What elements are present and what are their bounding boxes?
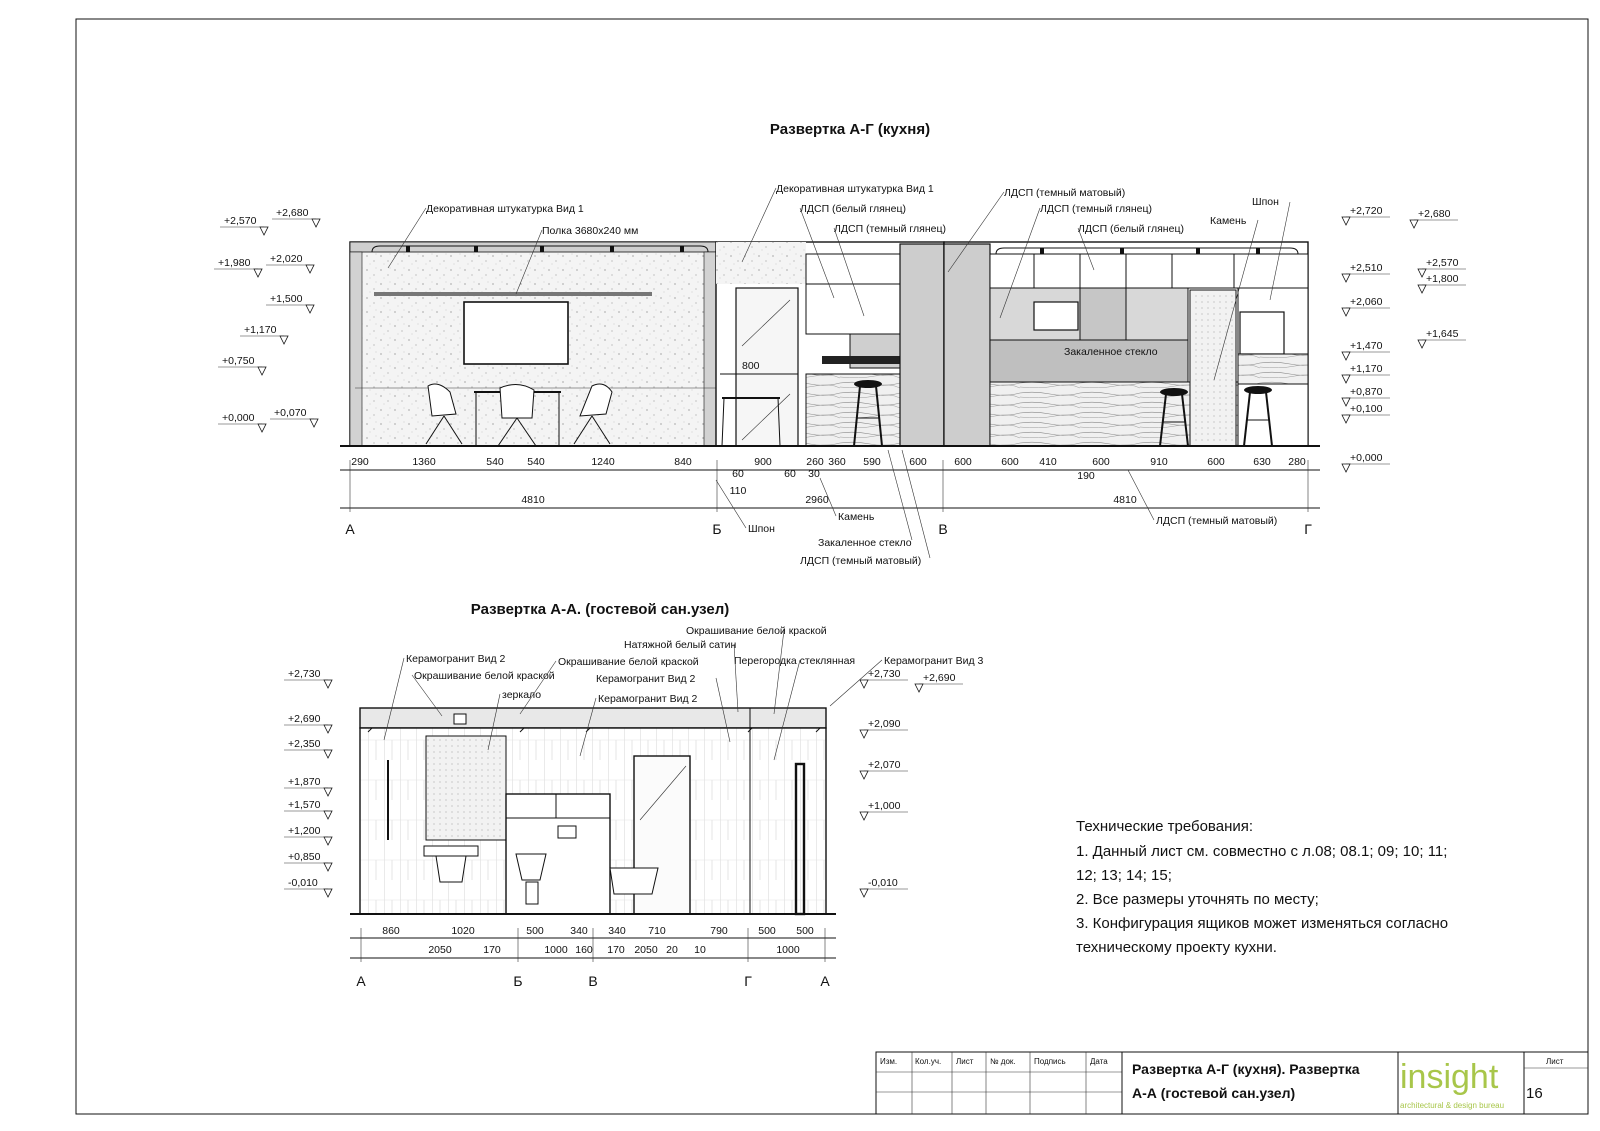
level-mark: +0,870: [1350, 386, 1383, 398]
svg-text:Керамогранит Вид 2: Керамогранит Вид 2: [596, 673, 696, 685]
kitchen-levels-left: [214, 207, 320, 432]
level-mark: +1,170: [244, 324, 277, 336]
level-triangle: [306, 265, 314, 273]
dim-label-small: 190: [1077, 470, 1095, 482]
dim-label-small: 60: [784, 468, 796, 480]
level-mark: -0,010: [868, 877, 898, 889]
dim-label: 10: [694, 944, 706, 956]
dim-label: 280: [1288, 456, 1306, 468]
level-triangle: [915, 684, 923, 692]
bath-levels-right: [860, 668, 963, 897]
svg-text:Шпон: Шпон: [748, 523, 775, 535]
level-triangle: [1342, 274, 1350, 282]
level-triangle: [860, 730, 868, 738]
svg-text:Камень: Камень: [1210, 215, 1247, 227]
level-mark: +1,200: [288, 825, 321, 837]
svg-text:ЛДСП (белый глянец): ЛДСП (белый глянец): [1078, 223, 1184, 235]
dim-label-small: 110: [729, 485, 747, 497]
level-mark: +2,680: [276, 207, 309, 219]
level-triangle: [1342, 352, 1350, 360]
level-triangle: [1342, 308, 1350, 316]
svg-text:ЛДСП (темный матовый): ЛДСП (темный матовый): [800, 555, 922, 567]
level-triangle: [324, 788, 332, 796]
level-triangle: [860, 771, 868, 779]
level-mark: +0,100: [1350, 403, 1383, 415]
tech-requirements: [1076, 818, 1448, 956]
svg-text:Окрашивание белой краской: Окрашивание белой краской: [414, 670, 555, 682]
kitchen-dims-small: [730, 468, 1095, 497]
tv-screen: [464, 302, 568, 364]
kitchen-levels-right: [1342, 205, 1466, 472]
level-mark: +1,170: [1350, 363, 1383, 375]
level-triangle: [306, 305, 314, 313]
kitchen-callouts-top: [426, 183, 1279, 237]
level-triangle: [1342, 398, 1350, 406]
drawing-title-2: А-А (гостевой сан.узел): [1132, 1085, 1296, 1101]
level-mark: +2,350: [288, 738, 321, 750]
kitchen-dims-row1: [351, 456, 1306, 468]
bath-callouts: [406, 625, 984, 705]
bath-levels-left: [284, 668, 332, 897]
level-triangle: [324, 863, 332, 871]
svg-text:ЛДСП (темный глянец): ЛДСП (темный глянец): [1040, 203, 1152, 215]
kitchen-title: Развертка А-Г (кухня): [769, 121, 931, 138]
svg-text:Лист: Лист: [956, 1057, 974, 1066]
level-mark: +1,980: [218, 257, 251, 269]
dim-label: 1240: [591, 456, 615, 468]
level-triangle: [260, 227, 268, 235]
title-block: [876, 1052, 1588, 1114]
level-triangle: [324, 811, 332, 819]
level-triangle: [1418, 285, 1426, 293]
level-mark: +0,750: [222, 355, 255, 367]
dim-label: 1000: [776, 944, 800, 956]
glass-backsplash-label: Закаленное стекло: [1064, 346, 1158, 358]
level-triangle: [312, 219, 320, 227]
kitchen-elevation: [214, 121, 1466, 567]
microwave: [1034, 302, 1078, 330]
level-mark: +2,570: [1426, 257, 1459, 269]
dim-label: 360: [828, 456, 846, 468]
dim-label: 710: [648, 925, 666, 937]
dim-label: 600: [909, 456, 927, 468]
dim-overall: 2960: [805, 494, 829, 506]
logo-sub: architectural & design bureau: [1400, 1101, 1505, 1110]
level-mark: +2,020: [270, 253, 303, 265]
drawing-title-1: Развертка А-Г (кухня). Развертка: [1132, 1061, 1360, 1077]
tech-title: Технические требования:: [1076, 818, 1254, 835]
dim-label: 600: [1207, 456, 1225, 468]
level-mark: +1,500: [270, 293, 303, 305]
dim-label: 600: [1092, 456, 1110, 468]
dim-overall: 4810: [1113, 494, 1137, 506]
svg-text:Полка 3680х240 мм: Полка 3680х240 мм: [542, 225, 639, 237]
dim-label: 410: [1039, 456, 1057, 468]
kitchen-callouts-bottom: [748, 511, 1277, 567]
oven: [1240, 312, 1284, 354]
level-triangle: [310, 419, 318, 427]
svg-text:Окрашивание белой краской: Окрашивание белой краской: [686, 625, 827, 637]
level-triangle: [324, 680, 332, 688]
svg-text:Кол.уч.: Кол.уч.: [915, 1057, 942, 1066]
svg-text:Камень: Камень: [838, 511, 875, 523]
level-mark: +2,680: [1418, 208, 1451, 220]
dim-label: 1360: [412, 456, 436, 468]
svg-text:Декоративная штукатурка Вид 1: Декоративная штукатурка Вид 1: [426, 203, 584, 215]
level-triangle: [258, 424, 266, 432]
level-triangle: [1410, 220, 1418, 228]
tech-line-4: 3. Конфигурация ящиков может изменяться согласно: [1076, 915, 1449, 932]
level-mark: +1,470: [1350, 340, 1383, 352]
dim-label: 630: [1253, 456, 1271, 468]
mirror: [426, 736, 506, 840]
level-mark: +2,570: [224, 215, 257, 227]
level-triangle: [324, 837, 332, 845]
level-mark: +1,870: [288, 776, 321, 788]
svg-text:ЛДСП (темный матовый): ЛДСП (темный матовый): [1004, 187, 1126, 199]
dim-label: 170: [483, 944, 501, 956]
dim-label: 160: [575, 944, 593, 956]
level-triangle: [1342, 415, 1350, 423]
svg-text:Керамогранит Вид 2: Керамогранит Вид 2: [406, 653, 506, 665]
bath-elevation: [284, 601, 984, 989]
svg-text:ЛДСП (темный матовый): ЛДСП (темный матовый): [1156, 515, 1278, 527]
dim-label: 600: [1001, 456, 1019, 468]
level-triangle: [258, 367, 266, 375]
level-mark: +2,690: [923, 672, 956, 684]
svg-text:Шпон: Шпон: [1252, 196, 1279, 208]
level-triangle: [1342, 217, 1350, 225]
dim-label: 600: [954, 456, 972, 468]
shelf: [374, 292, 652, 296]
level-mark: +1,645: [1426, 328, 1459, 340]
level-mark: +2,070: [868, 759, 901, 771]
level-mark: +2,510: [1350, 262, 1383, 274]
svg-text:ЛДСП (белый глянец): ЛДСП (белый глянец): [800, 203, 906, 215]
svg-text:Дата: Дата: [1090, 1057, 1108, 1066]
bath-ceiling: [360, 708, 826, 728]
axis-label: Г: [744, 973, 752, 989]
door-width: 800: [742, 360, 760, 372]
tech-line-3: 2. Все размеры уточнять по месту;: [1076, 891, 1319, 908]
dim-label: 790: [710, 925, 728, 937]
level-mark: +2,090: [868, 718, 901, 730]
dim-label: 900: [754, 456, 772, 468]
level-triangle: [254, 269, 262, 277]
level-mark: +2,060: [1350, 296, 1383, 308]
axis-label: В: [938, 521, 948, 537]
level-triangle: [324, 725, 332, 733]
svg-text:Натяжной белый сатин: Натяжной белый сатин: [624, 639, 737, 651]
dim-label: 290: [351, 456, 369, 468]
dim-label: 20: [666, 944, 678, 956]
dim-label: 1020: [451, 925, 475, 937]
logo-text: insight: [1400, 1058, 1499, 1096]
sheet-label: Лист: [1546, 1057, 1564, 1066]
svg-text:Керамогранит Вид 3: Керамогранит Вид 3: [884, 655, 984, 667]
level-triangle: [280, 336, 288, 344]
svg-text:Закаленное стекло: Закаленное стекло: [818, 537, 912, 549]
level-triangle: [324, 889, 332, 897]
level-triangle: [1342, 375, 1350, 383]
axis-label: Б: [712, 521, 722, 537]
dim-label: 860: [382, 925, 400, 937]
dim-label: 2050: [428, 944, 452, 956]
svg-text:Декоративная штукатурка Вид 1: Декоративная штукатурка Вид 1: [776, 183, 934, 195]
svg-text:Окрашивание белой краской: Окрашивание белой краской: [558, 656, 699, 668]
level-mark: +0,000: [222, 412, 255, 424]
dim-label: 340: [608, 925, 626, 937]
level-mark: +2,730: [868, 668, 901, 680]
level-mark: +1,570: [288, 799, 321, 811]
level-triangle: [1418, 340, 1426, 348]
svg-text:зеркало: зеркало: [502, 689, 542, 701]
svg-text:Керамогранит Вид 2: Керамогранит Вид 2: [598, 693, 698, 705]
axis-label: А: [345, 521, 355, 537]
level-mark: +2,730: [288, 668, 321, 680]
svg-text:№ док.: № док.: [990, 1057, 1016, 1066]
dim-label: 840: [674, 456, 692, 468]
tech-line-5: техническому проекту кухни.: [1076, 939, 1277, 956]
dim-label: 1000: [544, 944, 568, 956]
title-block-headers: [880, 1057, 1108, 1066]
dim-label-small: 30: [808, 468, 820, 480]
dim-label: 590: [863, 456, 881, 468]
dim-label: 910: [1150, 456, 1168, 468]
dim-label: 540: [527, 456, 545, 468]
level-triangle: [1418, 269, 1426, 277]
level-triangle: [324, 750, 332, 758]
level-mark: -0,010: [288, 877, 318, 889]
dim-label: 500: [796, 925, 814, 937]
dim-label-small: 60: [732, 468, 744, 480]
axis-label: В: [588, 973, 598, 989]
axis-label: Б: [513, 973, 523, 989]
level-mark: +1,000: [868, 800, 901, 812]
tech-line-2: 12; 13; 14; 15;: [1076, 867, 1172, 884]
svg-text:Перегородка стеклянная: Перегородка стеклянная: [734, 655, 856, 667]
axis-label: А: [356, 973, 366, 989]
level-triangle: [860, 680, 868, 688]
dim-label: 340: [570, 925, 588, 937]
bath-dims-row2: [428, 944, 800, 956]
dim-label: 540: [486, 456, 504, 468]
bath-dims-row1: [382, 925, 814, 937]
svg-text:ЛДСП (темный глянец): ЛДСП (темный глянец): [834, 223, 946, 235]
svg-text:Подпись: Подпись: [1034, 1057, 1066, 1066]
axis-label: Г: [1304, 521, 1312, 537]
dim-label: 2050: [634, 944, 658, 956]
dim-label: 170: [607, 944, 625, 956]
axis-label: А: [820, 973, 830, 989]
level-mark: +2,690: [288, 713, 321, 725]
dim-label: 260: [806, 456, 824, 468]
level-triangle: [860, 812, 868, 820]
sheet-number: 16: [1526, 1085, 1543, 1102]
level-mark: +0,000: [1350, 452, 1383, 464]
dim-overall: 4810: [521, 494, 545, 506]
level-triangle: [860, 889, 868, 897]
level-triangle: [1342, 464, 1350, 472]
level-mark: +0,070: [274, 407, 307, 419]
level-mark: +0,850: [288, 851, 321, 863]
level-mark: +1,800: [1426, 273, 1459, 285]
tall-column-1: [900, 244, 944, 446]
dim-label: 500: [758, 925, 776, 937]
svg-text:Изм.: Изм.: [880, 1057, 898, 1066]
bath-title: Развертка А-А. (гостевой сан.узел): [470, 601, 730, 618]
tech-line-1: 1. Данный лист см. совместно с л.08; 08.1; 09; 10; 11;: [1076, 843, 1448, 860]
tall-column-2: [944, 244, 990, 446]
level-mark: +2,720: [1350, 205, 1383, 217]
dim-label: 500: [526, 925, 544, 937]
